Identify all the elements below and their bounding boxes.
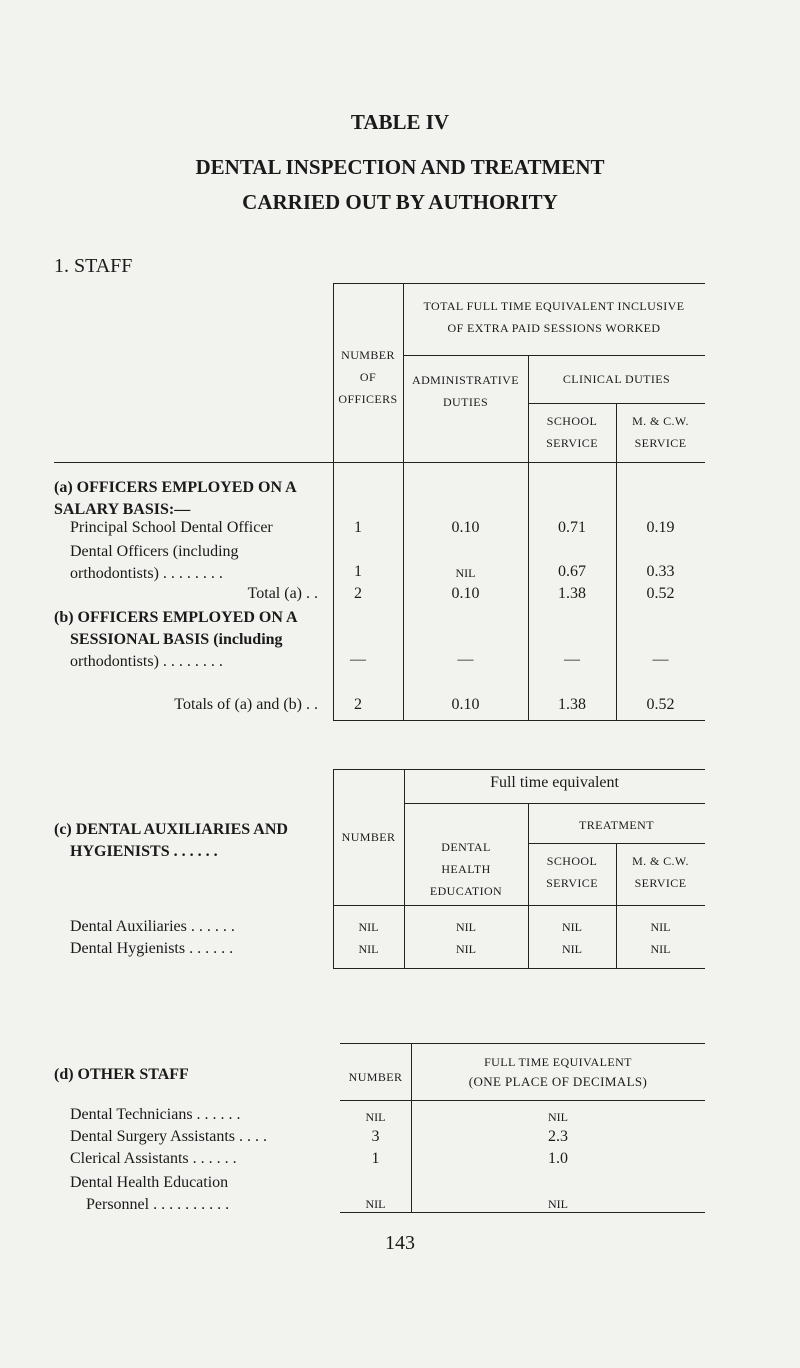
col-treatment: TREATMENT [579,818,654,832]
page-title-line2: CARRIED OUT BY AUTHORITY [242,190,558,214]
group-c-heading: (c) DENTAL AUXILIARIES AND HYGIENISTS . . . . . . [54,821,288,860]
table-row-label: Total (a) . . [247,585,318,602]
table-row-label: Dental Auxiliaries . . . . . . [70,918,235,935]
cell-school: 0.71 [558,519,586,536]
cell-mcw: NIL [650,920,671,934]
cell-dhe: NIL [456,942,476,956]
group-a-heading: (a) OFFICERS EMPLOYED ON A SALARY BASIS:— [54,479,297,518]
cell-school: NIL [562,942,582,956]
group-d-heading: (d) OTHER STAFF [54,1066,189,1083]
cell-dhe: NIL [456,920,476,934]
section-heading: 1. STAFF [54,255,133,277]
table-row-label: Principal School Dental Officer [70,519,273,536]
rule [333,968,705,969]
rule [403,355,705,356]
col-school-service: SCHOOL SERVICE [546,414,598,450]
cell-number: 3 [371,1128,380,1145]
cell-number: 2 [354,585,362,602]
cell-school: 0.67 [558,563,586,580]
cell-fte: 1.0 [548,1150,568,1167]
cell-number: NIL [358,920,379,934]
cell-fte: 2.3 [548,1128,568,1145]
cell-mcw: NIL [650,942,671,956]
rule [333,769,334,968]
rule [340,1043,705,1044]
table-number: TABLE IV [350,110,450,134]
cell-mcw: 0.52 [646,585,675,602]
page-number: 143 [385,1232,415,1254]
cell-school: 1.38 [558,696,586,713]
cell-admin: 0.10 [451,696,480,713]
cell-number: — [350,651,366,668]
cell-admin: — [457,651,474,668]
cell-fte: NIL [548,1110,568,1124]
group-b-heading: (b) OFFICERS EMPLOYED ON A SESSIONAL BASIS (including orthodontists) . . . . . . . . [54,609,298,670]
cell-fte: NIL [548,1197,568,1211]
rule [404,803,705,804]
rule [54,462,705,463]
rule [333,905,705,906]
col-dental-health-education: DENTAL HEALTH EDUCATION [429,840,503,898]
cell-admin: 0.10 [451,585,480,602]
page-title-line1: DENTAL INSPECTION AND TREATMENT [195,155,605,179]
cell-number: 2 [354,696,362,713]
col-administrative-duties: ADMINISTRATIVE DUTIES [412,373,519,409]
rule [333,769,705,770]
rule [333,720,705,721]
col-number: NUMBER [341,830,396,844]
col-number-of-officers: NUMBER OF OFFICERS [338,348,398,406]
cell-number: NIL [365,1197,386,1211]
rule [340,1100,705,1101]
cell-mcw: 0.19 [646,519,675,536]
cell-number: 1 [354,519,362,536]
col-mcw-service: M. & C.W. SERVICE [632,414,689,450]
rule [340,1212,705,1213]
table-row-label: Dental Health Education Personnel . . . . . . . . . . [70,1174,230,1213]
col-mcw-service: M. & C.W. SERVICE [632,854,689,890]
cell-school: — [564,651,580,668]
cell-number: 1 [371,1150,380,1167]
cell-mcw: 0.33 [646,563,675,580]
table-row-label: Clerical Assistants . . . . . . [70,1150,237,1167]
cell-mcw: — [652,651,669,668]
table-row-label: Dental Surgery Assistants . . . . [70,1128,268,1145]
rule [333,283,705,284]
col-total-fte: TOTAL FULL TIME EQUIVALENT INCLUSIVE OF EXTRA PAID SESSIONS WORKED [423,299,685,335]
cell-number: NIL [358,942,379,956]
table-row-label: Dental Hygienists . . . . . . [70,940,234,957]
col-school-service: SCHOOL SERVICE [546,854,598,890]
table-row-label: Totals of (a) and (b) . . [174,696,318,713]
col-clinical-duties: CLINICAL DUTIES [562,372,671,386]
cell-number: NIL [365,1110,386,1124]
table-row-label: Dental Officers (including orthodontists) . . . . . . . . [70,543,239,582]
col-full-time-equivalent: FULL TIME EQUIVALENT (ONE PLACE OF DECIMALS) [468,1055,648,1089]
cell-mcw: 0.52 [646,696,675,713]
cell-admin: 0.10 [451,519,480,536]
cell-school: 1.38 [558,585,586,602]
cell-admin: NIL [455,566,476,580]
table-row-label: Dental Technicians . . . . . . [70,1106,241,1123]
col-number: NUMBER [348,1070,403,1084]
cell-school: NIL [562,920,582,934]
col-full-time-equivalent: Full time equivalent [490,774,619,791]
cell-number: 1 [354,563,362,580]
